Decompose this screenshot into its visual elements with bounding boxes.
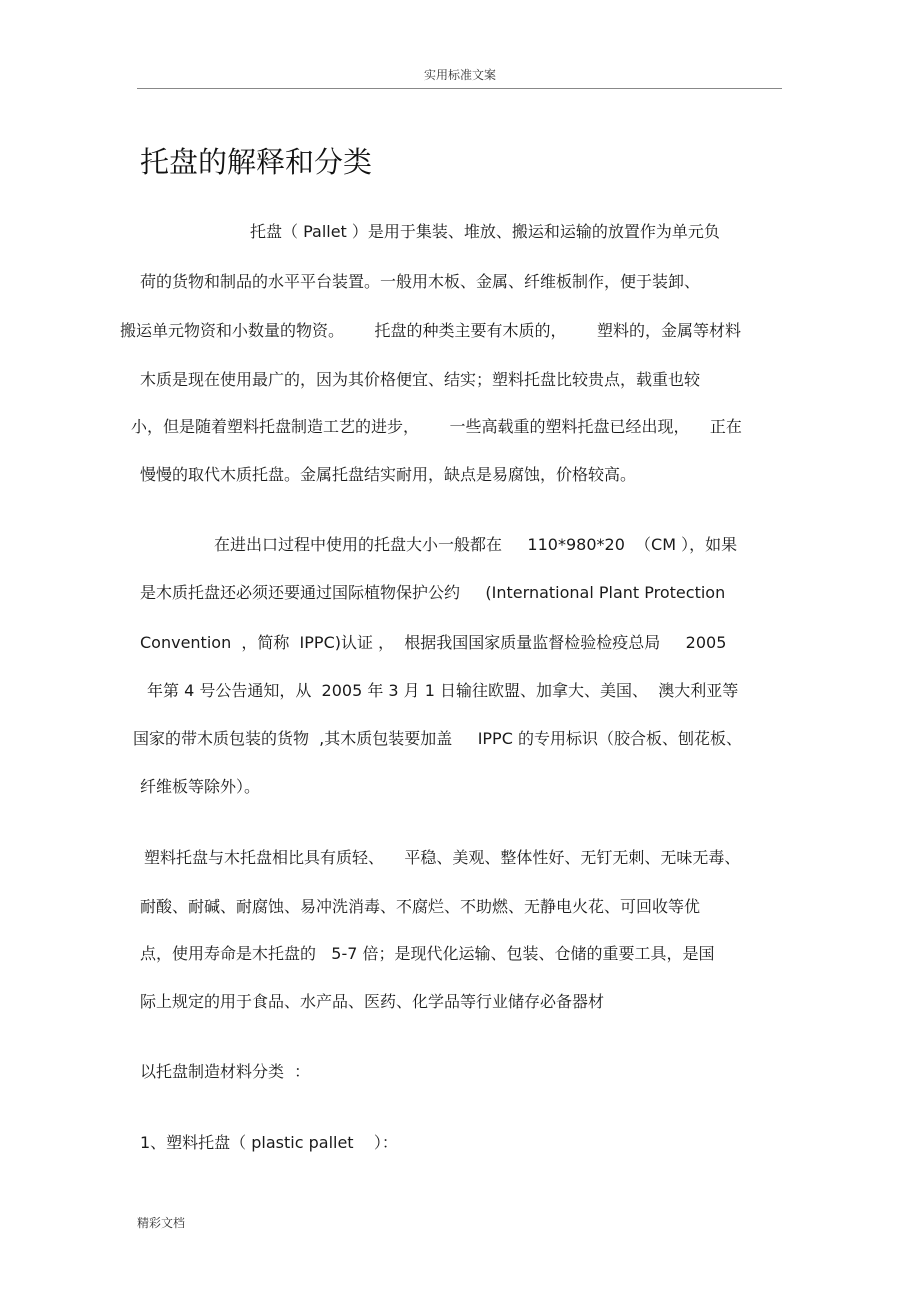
paragraph-line: 耐酸、耐碱、耐腐蚀、易冲洗消毒、不腐烂、不助燃、无静电火花、可回收等优 xyxy=(140,897,701,916)
paragraph-line: 际上规定的用于食品、水产品、医药、化学品等行业储存必备器材 xyxy=(140,992,605,1011)
paragraph-line: 点，使用寿命是木托盘的 5-7 倍；是现代化运输、包装、仓储的重要工具，是国 xyxy=(140,944,715,963)
paragraph-line: 纤维板等除外）。 xyxy=(140,777,261,796)
paragraph-line: 年第 4 号公告通知，从 2005 年 3 月 1 日输往欧盟、加拿大、美国、 澳大利亚等 xyxy=(147,681,739,700)
paragraph-line: 搬运单元物资和小数量的物资。 托盘的种类主要有木质的， 塑料的，金属等材料 xyxy=(120,321,742,340)
list-item-plastic-pallet: 1、塑料托盘（ plastic pallet ）： xyxy=(140,1133,398,1152)
paragraph-line: 在进出口过程中使用的托盘大小一般都在 110*980*20 （CM ），如果 xyxy=(214,535,738,554)
header-text: 实用标准文案 xyxy=(423,68,496,82)
paragraph-line: Convention ，简称 IPPC)认证 ， 根据我国国家质量监督检验检疫总局 2005 xyxy=(140,633,727,652)
document-title: 托盘的解释和分类 xyxy=(140,145,373,179)
paragraph-line: 木质是现在使用最广的，因为其价格便宜、结实；塑料托盘比较贵点，载重也较 xyxy=(140,370,701,389)
paragraph-line: 塑料托盘与木托盘相比具有质轻、 平稳、美观、整体性好、无钉无刺、无味无毒、 xyxy=(144,848,741,867)
header-divider xyxy=(137,88,782,89)
paragraph-line: 国家的带木质包装的货物 ,其木质包装要加盖 IPPC 的专用标识（胶合板、刨花板、 xyxy=(133,729,742,748)
page-footer: 精彩文档 xyxy=(137,1216,186,1230)
paragraph-line: 荷的货物和制品的水平平台装置。一般用木板、金属、纤维板制作，便于装卸、 xyxy=(140,272,701,291)
paragraph-line: 是木质托盘还必须还要通过国际植物保护公约 (International Plant Protection xyxy=(140,583,726,602)
paragraph-line: 慢慢的取代木质托盘。金属托盘结实耐用，缺点是易腐蚀，价格较高。 xyxy=(140,465,637,484)
paragraph-line: 托盘（ Pallet ）是用于集装、堆放、搬运和运输的放置作为单元负 xyxy=(250,222,720,241)
paragraph-line: 小，但是随着塑料托盘制造工艺的进步， 一些高载重的塑料托盘已经出现， 正在 xyxy=(131,417,742,436)
classification-heading: 以托盘制造材料分类 ： xyxy=(140,1062,311,1081)
